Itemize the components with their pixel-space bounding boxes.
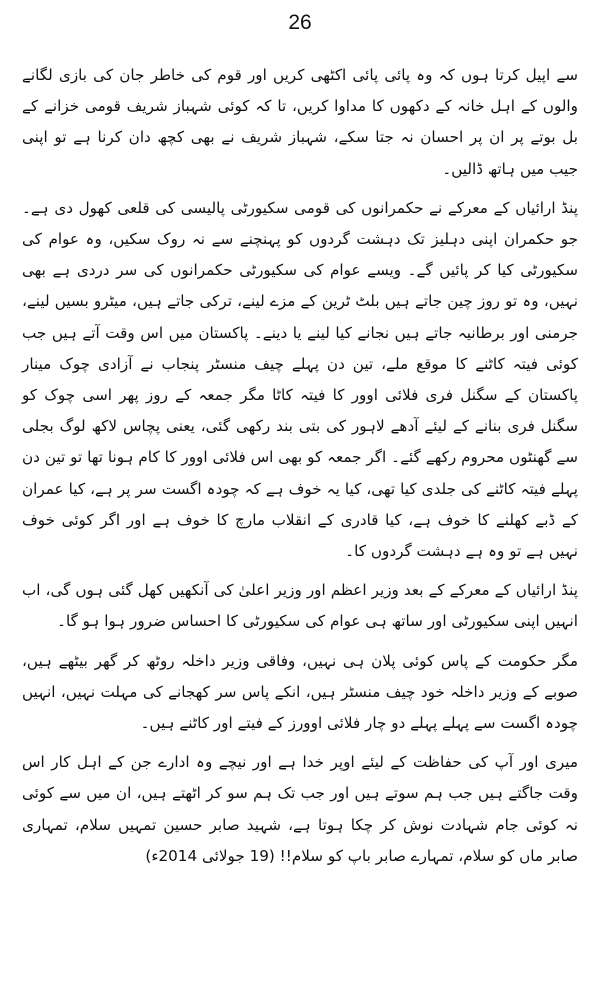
article-body	[22, 60, 578, 873]
paragraph-2: پنڈ ارائیاں کے معرکے نے حکمرانوں کی قومی سکیورٹی پالیسی کی قلعی کھول دی ہے۔ جو حکمران اپنی دہلیز تک دہشت گردوں کو پہنچنے سے نہ روک سکیں، وہ عوام کی سکیورٹی کیا کر پائیں گے۔ ویسے عوام کی سکیورٹی حکمرانوں کی سر دردی ہے بھی نہیں، وہ تو روز چین جاتے ہیں بلٹ ٹرین کے مزے لینے، ترکی جاتے ہیں، میٹرو بسیں لینے، جرمنی اور برطانیہ جاتے ہیں نجانے کیا لینے یا دینے۔ پاکستان میں اس وقت آتے ہیں جب کوئی فیتہ کاٹنے کا موقع ملے، تین دن پہلے چیف منسٹر پنجاب نے آزادی چوک مینار پاکستان کے سگنل فری فلائی اوور کا فیتہ کاٹا مگر جمعہ کے روز پھر اسی چوک کو سگنل فری بنانے کے لیئے آدھے لاہور کی بتی بند رکھی گئی، یعنی پچاس لاکھ لوگ بجلی سے گھنٹوں محروم رکھے گئے۔ اگر جمعہ کو بھی اس فلائی اوور کا کام ہونا تھا تو تین دن پہلے فیتہ کاٹنے کی جلدی کیا تھی، کیا یہ خوف ہے کہ چودہ اگست سر پر ہے، کیا عمران کے ڈبے کھلنے کا خوف ہے، کیا قادری کے انقلاب مارچ کا خوف ہے اور اگر کوئی خوف نہیں ہے تو وہ ہے دہشت گردوں کا۔	[22, 198, 578, 561]
paragraph-1: سے اپیل کرتا ہوں کہ وہ پائی پائی اکٹھی کریں اور قوم کی خاطر جان کی بازی لگانے والوں کے اہل خانہ کے دکھوں کا مداوا کریں، تا کہ کوئی شہباز شریف قومی خزانے کے بل بوتے پر ان پر احسان نہ جتا سکے، شہباز شریف نے بھی کچھ دان کرنا ہے تو اپنی جیب میں ہاتھ ڈالیں۔	[22, 66, 578, 178]
paragraph-5: میری اور آپ کی حفاظت کے لیئے اوپر خدا ہے اور نیچے وہ ادارے جن کے اہل کار اس وقت جاگتے ہیں جب ہم سوتے ہیں اور جب تک ہم سو کر اٹھتے ہیں، ان میں سے کوئی نہ کوئی جام شہادت نوش کر چکا ہوتا ہے، شہید صابر حسین تمہیں سلام، تمہاری صابر ماں کو سلام، تمہارے صابر باپ کو سلام!! (19 جولائی 2014ء)	[22, 753, 578, 865]
paragraph-3: پنڈ ارائیاں کے معرکے کے بعد وزیر اعظم اور وزیر اعلیٰ کی آنکھیں کھل گئی ہوں گی، اب انہیں اپنی سکیورٹی اور ساتھ ہی عوام کی سکیورٹی کا احساس ضرور ہوا ہو گا۔	[22, 581, 578, 631]
page-number: 26	[288, 11, 312, 34]
paragraph-4: مگر حکومت کے پاس کوئی پلان ہی نہیں، وفاقی وزیر داخلہ روٹھ کر گھر بیٹھے ہیں، صوبے کے وزیر داخلہ خود چیف منسٹر ہیں، انکے پاس سر کھجانے کی مہلت نہیں، انہیں چودہ اگست سے پہلے پہلے دو چار فلائی اوورز کے فیتے اور کاٹنے ہیں۔	[22, 651, 578, 733]
